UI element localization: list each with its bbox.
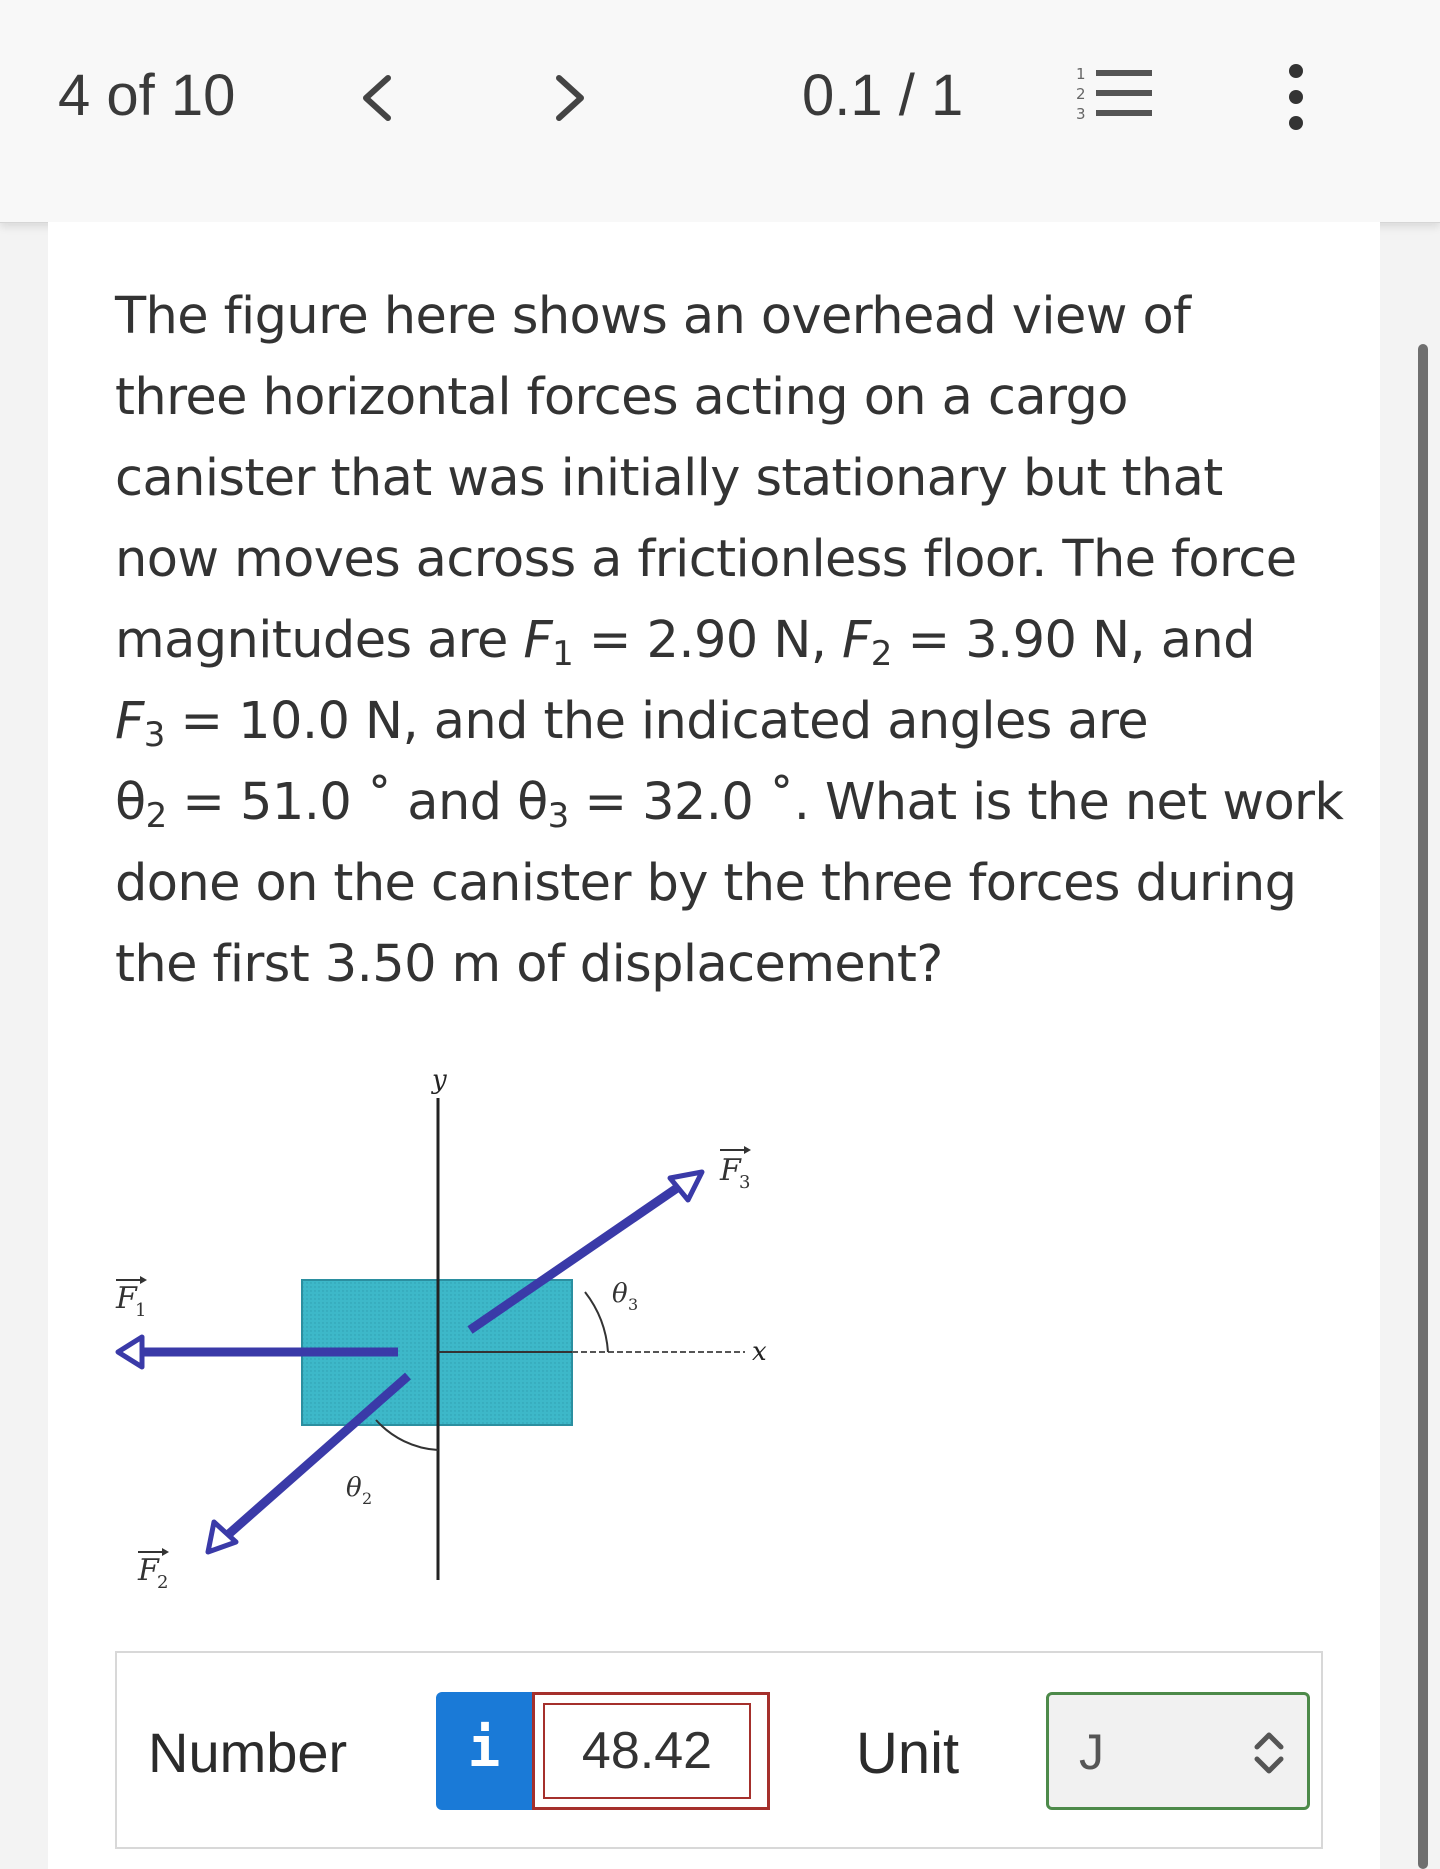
force-f2-label: F (138, 1553, 159, 1588)
question-progress: 4 of 10 (58, 63, 236, 128)
question-line: the first 3.50 m of displacement? (115, 935, 943, 994)
svg-text:2: 2 (1076, 85, 1086, 103)
force-value: = 2.90 N, (573, 611, 843, 670)
force-f3-label: F (720, 1153, 741, 1188)
force-f2-subscript: 2 (157, 1572, 169, 1590)
unit-selected-value: J (1079, 1724, 1104, 1780)
theta3-label: θ (612, 1279, 628, 1309)
unit-label: Unit (856, 1721, 960, 1786)
theta3-arc (585, 1292, 608, 1352)
question-line: done on the canister by the three forces during (115, 854, 1297, 913)
number-label: Number (148, 1721, 348, 1784)
question-text-fragment: magnitudes are (115, 611, 524, 670)
force-diagram-svg (110, 1050, 810, 1590)
question-line: canister that was initially stationary but that (115, 449, 1223, 508)
question-line (115, 681, 1335, 762)
theta2-subscript: 2 (362, 1489, 373, 1508)
angle-value: = 51.0 ˚ and (166, 773, 518, 832)
question-list-button[interactable] (1074, 62, 1154, 126)
chevron-right-icon (545, 66, 595, 126)
theta3-subscript: 3 (628, 1295, 639, 1314)
info-button[interactable] (436, 1692, 532, 1810)
subscript: 3 (547, 796, 569, 836)
force-value: = 3.90 N, and (891, 611, 1255, 670)
subscript: 2 (145, 796, 167, 836)
number-input[interactable] (543, 1703, 751, 1799)
angle-value: = 32.0 ˚. What is the net work (568, 773, 1344, 832)
question-line (115, 600, 1335, 681)
force-f1-label: F (116, 1281, 137, 1316)
force-f3-arrowhead (670, 1172, 702, 1200)
subscript: 2 (870, 634, 892, 674)
question-score: 0.1 / 1 (802, 63, 964, 128)
subscript: 3 (143, 715, 165, 755)
vector-arrowhead (140, 1276, 147, 1284)
force-f1-subscript: 1 (135, 1300, 147, 1321)
question-line: The figure here shows an overhead view of (115, 287, 1191, 346)
question-text (115, 276, 1344, 1005)
more-options-button[interactable] (1274, 62, 1318, 132)
y-axis-label: y (432, 1065, 447, 1095)
force-symbol: F (115, 692, 144, 751)
question-line (115, 762, 1344, 843)
question-line: now moves across a frictionless floor. The force (115, 530, 1297, 589)
force-symbol: F (842, 611, 871, 670)
force-diagram (110, 1050, 810, 1590)
force-f3-subscript: 3 (739, 1172, 751, 1193)
subscript: 1 (552, 634, 574, 674)
force-value: = 10.0 N, and the indicated angles are (164, 692, 1148, 751)
unit-select[interactable] (1046, 1692, 1310, 1810)
previous-question-button[interactable] (352, 66, 402, 126)
angle-symbol: θ (517, 773, 548, 832)
next-question-button[interactable] (545, 66, 595, 126)
info-icon: i (467, 1716, 501, 1779)
numbered-list-icon (1074, 62, 1154, 126)
angle-symbol: θ (115, 773, 146, 832)
top-bar (0, 0, 1440, 223)
force-f1-arrowhead (118, 1337, 142, 1367)
vector-arrowhead (162, 1548, 169, 1556)
question-line: three horizontal forces acting on a cargo (115, 368, 1128, 427)
force-f3-arrow (470, 1186, 680, 1330)
svg-text:1: 1 (1076, 65, 1086, 83)
number-input-frame (532, 1692, 770, 1810)
vector-arrowhead (744, 1146, 751, 1154)
chevron-left-icon (352, 66, 402, 126)
up-down-chevron-icon (1249, 1725, 1289, 1781)
x-axis-label: x (752, 1337, 767, 1367)
force-symbol: F (523, 611, 553, 670)
svg-text:3: 3 (1076, 105, 1086, 123)
more-vertical-icon (1274, 62, 1318, 132)
theta2-label: θ (346, 1473, 362, 1503)
scrollbar[interactable] (1418, 344, 1428, 1869)
